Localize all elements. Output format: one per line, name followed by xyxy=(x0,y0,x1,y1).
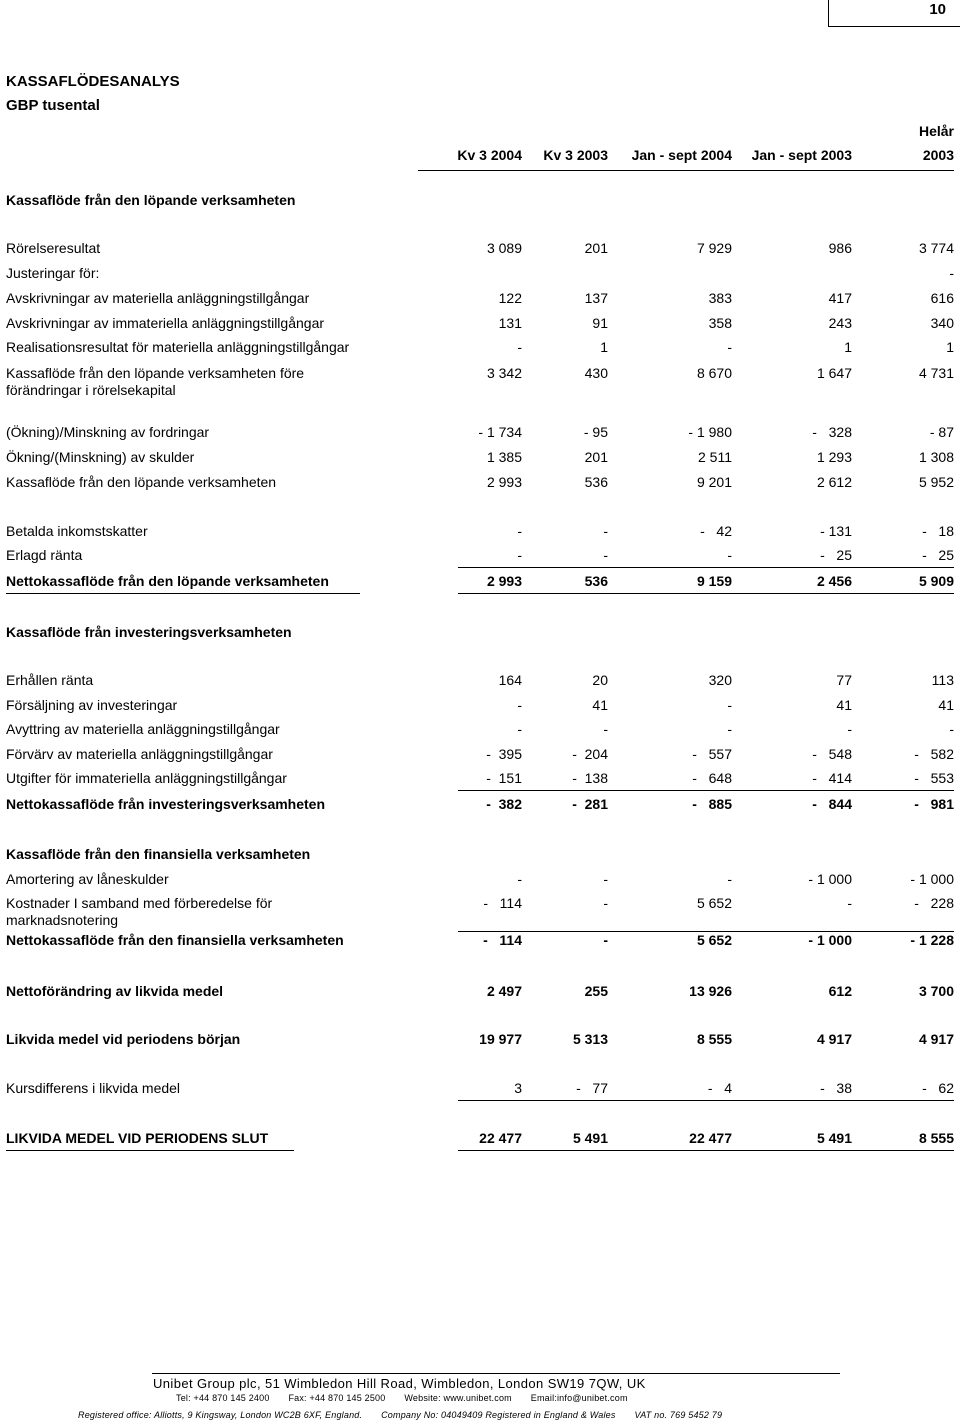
row-label: Likvida medel vid periodens början xyxy=(6,1031,241,1047)
table-row xyxy=(0,1080,960,1100)
cell-c2: 320 xyxy=(708,672,732,688)
row-label: Rörelseresultat xyxy=(6,240,101,256)
cell-c3: - 1 000 xyxy=(808,871,852,887)
cell-c3: - 328 xyxy=(812,424,852,440)
cell-c4: - xyxy=(949,721,954,737)
cell-c0: - 382 xyxy=(486,796,522,812)
cell-c0: - xyxy=(517,547,522,563)
cell-c1: 20 xyxy=(592,672,608,688)
cell-c2: 358 xyxy=(708,315,732,331)
row-label: Förvärv av materiella anläggningstillgångar xyxy=(6,746,273,762)
page-number: 10 xyxy=(929,1,946,18)
cell-c0: - xyxy=(517,339,522,355)
cell-c0: - xyxy=(517,523,522,539)
row-label: Kassaflöde från den finansiella verksamheten xyxy=(6,846,311,862)
row-label: LIKVIDA MEDEL VID PERIODENS SLUT xyxy=(6,1130,269,1146)
table-row xyxy=(0,895,960,928)
cell-c2: 13 926 xyxy=(689,983,732,999)
cell-c4: 113 xyxy=(931,672,954,688)
row-label: Utgifter för immateriella anläggningstillgångar xyxy=(6,770,287,786)
table-row xyxy=(0,746,960,766)
table-row xyxy=(0,523,960,543)
label-rule xyxy=(6,1150,294,1151)
table-row xyxy=(0,573,960,593)
cell-c0: - xyxy=(517,871,522,887)
footer-fax: Fax: +44 870 145 2500 xyxy=(288,1393,386,1403)
cell-c4: - xyxy=(949,265,954,281)
cell-c3: 5 491 xyxy=(816,1130,852,1146)
table-row xyxy=(0,424,960,444)
row-label: Försäljning av investeringar xyxy=(6,697,178,713)
cell-c2: 7 929 xyxy=(696,240,732,256)
row-label: Erhållen ränta xyxy=(6,672,94,688)
cell-c1: - 95 xyxy=(583,424,608,440)
label-rule xyxy=(6,593,360,594)
table-row xyxy=(0,932,960,952)
cell-c0: - xyxy=(517,697,522,713)
col-header-kv3-2004: Kv 3 2004 xyxy=(457,147,522,163)
table-row xyxy=(0,1130,960,1150)
cell-c1: - 77 xyxy=(576,1080,608,1096)
row-label: Avskrivningar av materiella anläggningstillgångar xyxy=(6,290,310,306)
cell-c1: - 281 xyxy=(572,796,608,812)
row-label: Nettokassaflöde från den finansiella verksamheten xyxy=(6,932,344,948)
cell-c4: 3 700 xyxy=(918,983,954,999)
table-row xyxy=(0,339,960,359)
cell-c1: 1 xyxy=(600,339,608,355)
cell-c4: - 228 xyxy=(914,895,954,911)
table-row xyxy=(0,365,960,398)
cell-c3: 77 xyxy=(836,672,852,688)
cell-c1: - 204 xyxy=(572,746,608,762)
row-label: Justeringar för: xyxy=(6,265,100,281)
cell-c0: 3 342 xyxy=(486,365,522,381)
cell-c3: 2 456 xyxy=(816,573,852,589)
col-header-jan-sept-2003: Jan - sept 2003 xyxy=(751,147,852,163)
cell-c1: 430 xyxy=(584,365,608,381)
cell-c3: 1 647 xyxy=(816,365,852,381)
row-label: Kassaflöde från den löpande verksamheten före förändringar i rörelsekapital xyxy=(6,365,305,398)
cell-c0: 164 xyxy=(498,672,522,688)
cell-c2: 9 159 xyxy=(696,573,732,589)
cell-c3: 1 xyxy=(844,339,852,355)
cell-c4: - 25 xyxy=(922,547,954,563)
row-label: Nettoförändring av likvida medel xyxy=(6,983,224,999)
cell-c3: 2 612 xyxy=(816,474,852,490)
row-label: Nettokassaflöde från investeringsverksamheten xyxy=(6,796,326,812)
cell-c0: 19 977 xyxy=(479,1031,522,1047)
cell-c1: 5 313 xyxy=(572,1031,608,1047)
cell-c2: 22 477 xyxy=(689,1130,732,1146)
row-label: Erlagd ränta xyxy=(6,547,83,563)
cell-c4: - 1 000 xyxy=(910,871,954,887)
table-row xyxy=(0,265,960,285)
cell-c1: 536 xyxy=(584,474,608,490)
cell-c4: 340 xyxy=(930,315,954,331)
cell-c2: 2 511 xyxy=(698,449,732,465)
cell-c1: 5 491 xyxy=(572,1130,608,1146)
cell-c4: 5 952 xyxy=(918,474,954,490)
col-header-helar: Helår xyxy=(918,123,954,139)
cell-c4: - 18 xyxy=(922,523,954,539)
page-number-box xyxy=(828,0,960,27)
row-label: Nettokassaflöde från den löpande verksamheten xyxy=(6,573,329,589)
footer-tel: Tel: +44 870 145 2400 xyxy=(176,1393,270,1403)
total-rule xyxy=(458,1100,954,1101)
table-row xyxy=(0,672,960,692)
table-row xyxy=(0,983,960,1003)
cell-c1: - 138 xyxy=(572,770,608,786)
table-row xyxy=(0,770,960,790)
footer-contact xyxy=(176,1393,628,1403)
cell-c3: - 548 xyxy=(812,746,852,762)
cell-c3: 41 xyxy=(836,697,852,713)
cell-c1: - xyxy=(603,871,608,887)
cell-c4: 4 731 xyxy=(918,365,954,381)
total-rule xyxy=(458,790,954,791)
table-row xyxy=(0,449,960,469)
cell-c2: 5 652 xyxy=(696,932,732,948)
cell-c2: - xyxy=(727,721,732,737)
cell-c0: - 114 xyxy=(483,932,522,948)
table-row xyxy=(0,240,960,260)
col-header-2003: 2003 xyxy=(922,147,954,163)
cell-c3: - 25 xyxy=(820,547,852,563)
cell-c1: - xyxy=(603,523,608,539)
total-rule xyxy=(458,567,954,568)
col-header-kv3-2003: Kv 3 2003 xyxy=(543,147,608,163)
cell-c3: 243 xyxy=(828,315,852,331)
cell-c0: 2 993 xyxy=(486,474,522,490)
table-row xyxy=(0,796,960,816)
cell-c4: 4 917 xyxy=(918,1031,954,1047)
cell-c4: 3 774 xyxy=(918,240,954,256)
cell-c4: - 981 xyxy=(914,796,954,812)
cell-c2: - 1 980 xyxy=(688,424,732,440)
cell-c0: 131 xyxy=(498,315,522,331)
cell-c1: 91 xyxy=(592,315,608,331)
cell-c3: 1 293 xyxy=(816,449,852,465)
cell-c4: 8 555 xyxy=(918,1130,954,1146)
table-row xyxy=(0,290,960,310)
header-rule xyxy=(418,170,954,171)
cell-c3: - 844 xyxy=(812,796,852,812)
cell-c1: 137 xyxy=(584,290,608,306)
cell-c0: - 395 xyxy=(486,746,522,762)
row-label: Kassaflöde från den löpande verksamheten xyxy=(6,474,277,490)
cell-c4: - 553 xyxy=(914,770,954,786)
cell-c2: - xyxy=(727,547,732,563)
cell-c3: - 38 xyxy=(820,1080,852,1096)
cell-c2: 383 xyxy=(708,290,732,306)
section-heading xyxy=(0,624,960,644)
footer-registered-office: Registered office: Alliotts, 9 Kingsway, London WC2B 6XF, England. xyxy=(78,1410,363,1420)
cell-c2: - 648 xyxy=(692,770,732,786)
cell-c3: - 131 xyxy=(820,523,852,539)
cell-c4: - 582 xyxy=(914,746,954,762)
cell-c0: - 151 xyxy=(486,770,522,786)
row-label: Amortering av låneskulder xyxy=(6,871,169,887)
cell-c4: 41 xyxy=(938,697,954,713)
table-row xyxy=(0,871,960,891)
cell-c1: 201 xyxy=(584,240,608,256)
cell-c4: 616 xyxy=(930,290,954,306)
row-label: Betalda inkomstskatter xyxy=(6,523,148,539)
cell-c2: - 885 xyxy=(692,796,732,812)
row-label: Avyttring av materiella anläggningstillgångar xyxy=(6,721,280,737)
footer-company-no: Company No: 04049409 Registered in England & Wales xyxy=(381,1410,616,1420)
currency-subtitle: GBP tusental xyxy=(6,97,100,114)
col-header-jan-sept-2004: Jan - sept 2004 xyxy=(631,147,732,163)
table-row xyxy=(0,315,960,335)
cell-c2: - 557 xyxy=(692,746,732,762)
footer-company-line: Unibet Group plc, 51 Wimbledon Hill Road, Wimbledon, London SW19 7QW, UK xyxy=(153,1376,646,1391)
cell-c4: - 87 xyxy=(929,424,954,440)
row-label: Kassaflöde från investeringsverksamheten xyxy=(6,624,292,640)
cell-c2: - 42 xyxy=(700,523,732,539)
total-rule xyxy=(458,1150,954,1151)
table-row xyxy=(0,547,960,567)
cell-c2: - xyxy=(727,339,732,355)
cell-c4: - 1 228 xyxy=(910,932,954,948)
cell-c4: 1 xyxy=(946,339,954,355)
cell-c3: 4 917 xyxy=(816,1031,852,1047)
cell-c4: 1 308 xyxy=(918,449,954,465)
footer-rule xyxy=(152,1373,840,1374)
cell-c1: 536 xyxy=(584,573,608,589)
cell-c3: - 414 xyxy=(812,770,852,786)
cell-c1: 255 xyxy=(584,983,608,999)
cell-c2: - xyxy=(727,697,732,713)
row-label: (Ökning)/Minskning av fordringar xyxy=(6,424,210,440)
row-label: Kostnader I samband med förberedelse för marknadsnotering xyxy=(6,895,273,928)
cell-c1: - xyxy=(603,721,608,737)
cell-c2: - 4 xyxy=(707,1080,732,1096)
cell-c1: 201 xyxy=(584,449,608,465)
cell-c3: 417 xyxy=(828,290,852,306)
cell-c0: - 114 xyxy=(483,895,522,911)
cell-c2: 5 652 xyxy=(696,895,732,911)
cell-c0: 122 xyxy=(498,290,522,306)
table-row xyxy=(0,1031,960,1051)
cell-c3: 612 xyxy=(828,983,852,999)
document-title: KASSAFLÖDESANALYS xyxy=(6,73,180,90)
footer-vat: VAT no. 769 5452 79 xyxy=(634,1410,723,1420)
section-heading xyxy=(0,192,960,212)
cell-c2: - xyxy=(727,871,732,887)
footer-registered xyxy=(78,1410,722,1420)
cell-c3: - xyxy=(847,721,852,737)
cell-c0: 3 089 xyxy=(486,240,522,256)
cell-c4: 5 909 xyxy=(918,573,954,589)
cell-c2: 8 670 xyxy=(696,365,732,381)
cell-c3: 986 xyxy=(828,240,852,256)
row-label: Avskrivningar av immateriella anläggningstillgångar xyxy=(6,315,325,331)
cell-c3: - 1 000 xyxy=(808,932,852,948)
row-label: Ökning/(Minskning) av skulder xyxy=(6,449,195,465)
cell-c2: 9 201 xyxy=(696,474,732,490)
footer-website: Website: www.unibet.com xyxy=(404,1393,512,1403)
row-label: Kursdifferens i likvida medel xyxy=(6,1080,181,1096)
table-row xyxy=(0,697,960,717)
cell-c1: - xyxy=(603,895,608,911)
cell-c1: - xyxy=(603,547,608,563)
section-heading xyxy=(0,846,960,866)
footer-email: Email:info@unibet.com xyxy=(530,1393,628,1403)
cell-c0: 2 497 xyxy=(486,983,522,999)
row-label: Kassaflöde från den löpande verksamheten xyxy=(6,192,296,208)
cell-c0: 22 477 xyxy=(479,1130,522,1146)
cell-c3: - xyxy=(847,895,852,911)
cell-c0: - xyxy=(517,721,522,737)
cell-c4: - 62 xyxy=(922,1080,954,1096)
cell-c0: 2 993 xyxy=(486,573,522,589)
cell-c0: - 1 734 xyxy=(478,424,522,440)
table-row xyxy=(0,721,960,741)
total-rule xyxy=(458,593,954,594)
row-label: Realisationsresultat för materiella anläggningstillgångar xyxy=(6,339,350,355)
cell-c1: - xyxy=(603,932,608,948)
cell-c0: 3 xyxy=(514,1080,522,1096)
cell-c0: 1 385 xyxy=(486,449,522,465)
cell-c2: 8 555 xyxy=(696,1031,732,1047)
cell-c1: 41 xyxy=(592,697,608,713)
table-row xyxy=(0,474,960,494)
